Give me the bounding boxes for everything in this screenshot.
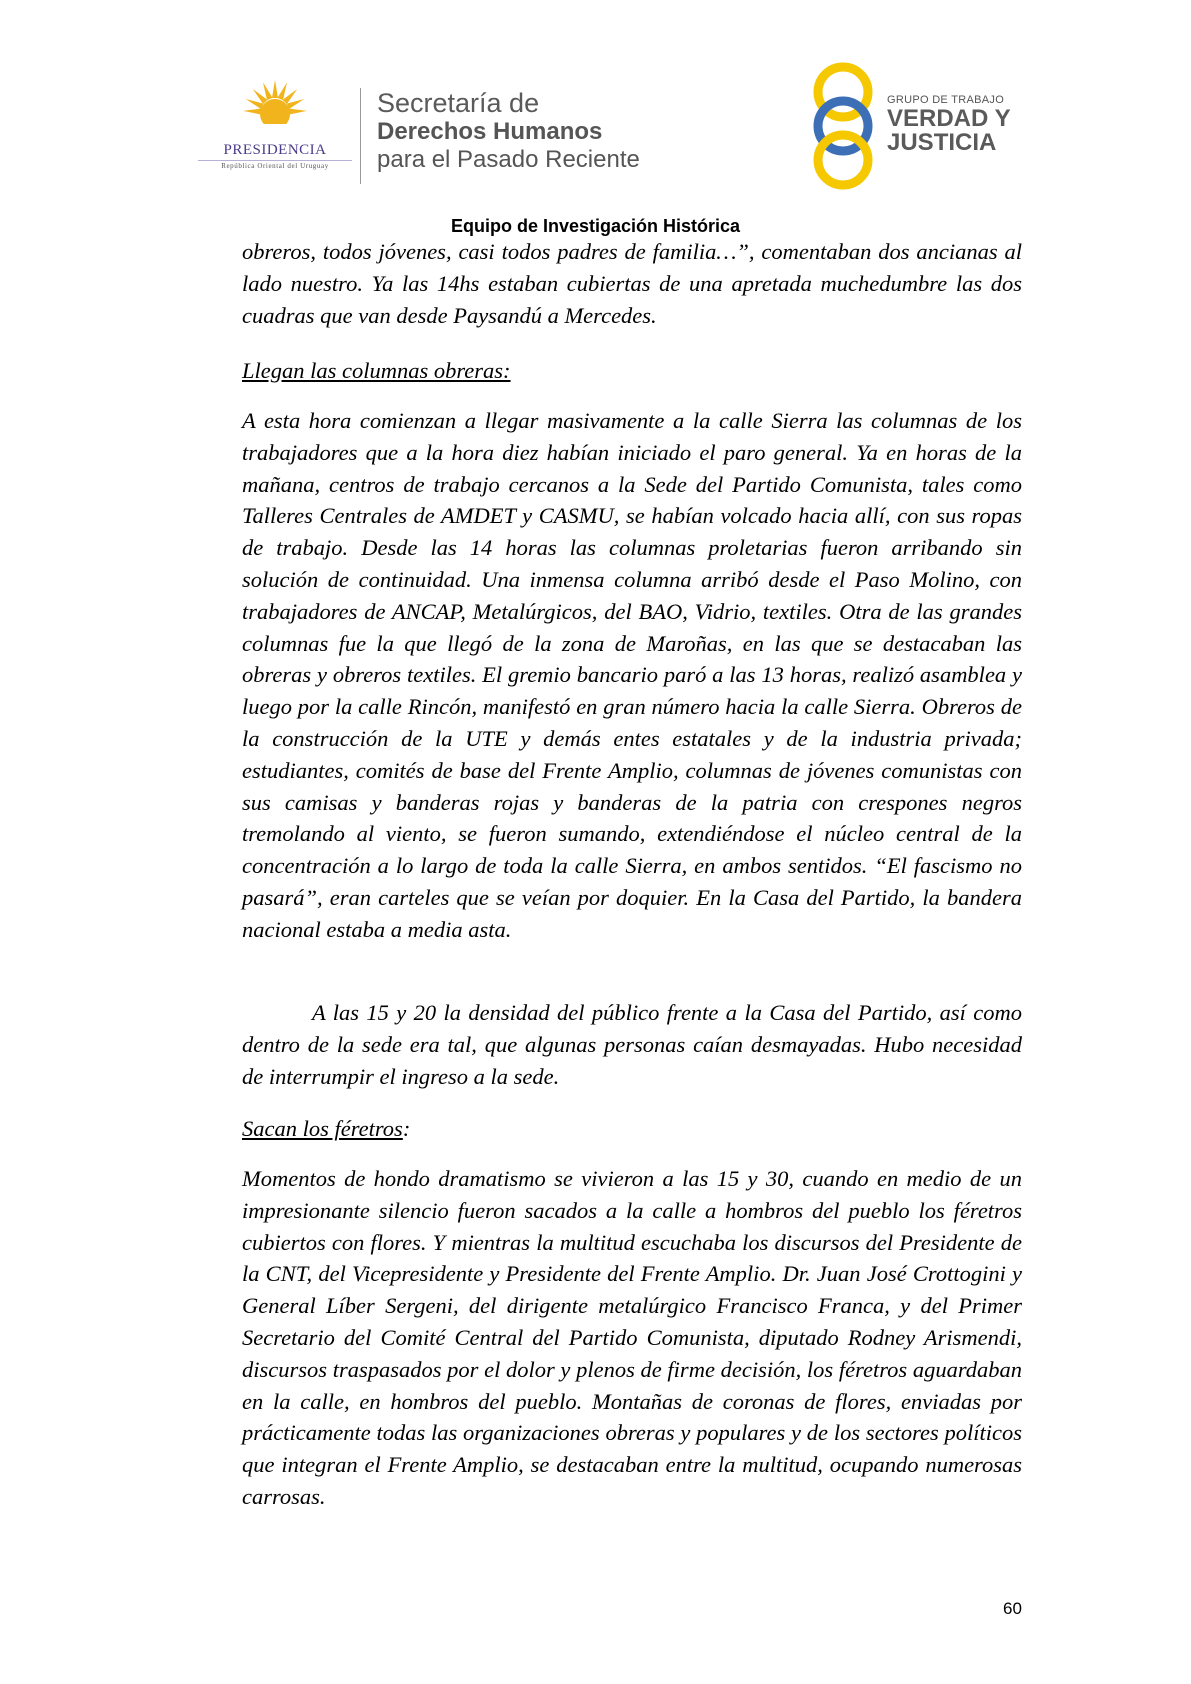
section-heading-2 (242, 1113, 1022, 1145)
grupo-label: GRUPO DE TRABAJO (887, 94, 1005, 106)
presidencia-logo (196, 78, 354, 188)
paragraph-1-text: obreros, todos jóvenes, casi todos padres de familia…”, comentaban dos ancianas al lado nuestro. Ya las 14hs estaban cubiertas de una apretada muchedumbre las dos cuadras que van desde Paysandú a Mercedes. (242, 239, 1022, 328)
presidencia-rule (198, 160, 352, 161)
sun-emblem-icon (236, 78, 314, 140)
section-heading-1 (242, 355, 1022, 387)
linked-rings-icon (805, 62, 881, 190)
paragraph-4-text: Momentos de hondo dramatismo se vivieron a las 15 y 30, cuando en medio de un impresionante silencio fueron sacados a la calle a hombros del pueblo los féretros cubiertos con flores. Y mientras la multitud escuchaba los discursos del Presidente de la CNT, del Vicepresidente y Presidente del Frente Amplio. Dr. Juan José Crottogini y General Líber Sergeni, del dirigente metalúrgico Francisco Franca, y del Primer Secretario del Comité Central del Partido Comunista, diputado Rodney Arismendi, discursos traspasados por el dolor y plenos de firme decisión, los féretros aguardaban en la calle, en hombros del pueblo. Montañas de coronas de flores, enviadas por prácticamente todas las organizaciones obreras y populares y de los sectores políticos que integran el Frente Amplio, se destacaban entre la multitud, ocupando numerosas carrosas. (242, 1166, 1022, 1509)
grupo-title-line-2: JUSTICIA (887, 129, 997, 156)
paragraph-4 (242, 1163, 1022, 1513)
secretaria-title (377, 88, 640, 174)
heading-sacan: Sacan los féretros (242, 1116, 403, 1141)
verdad-justicia-logo (805, 62, 1015, 190)
header-divider (360, 88, 361, 184)
heading-llegan: Llegan las columnas obreras: (242, 358, 511, 383)
paragraph-1 (242, 236, 1022, 331)
presidencia-name: PRESIDENCIA (223, 142, 327, 158)
team-title: Equipo de Investigación Histórica (450, 216, 741, 236)
page-number: 60 (1003, 1599, 1022, 1618)
paragraph-3 (242, 997, 1022, 1092)
paragraph-2-text: A esta hora comienzan a llegar masivamente a la calle Sierra las columnas de los trabajadores que a la hora diez habían iniciado el paro general. Ya en horas de la mañana, centros de trabajo cercanos a la Sede del Partido Comunista, tales como Talleres Centrales de AMDET y CASMU, se habían volcado hacia allí, con sus ropas de trabajo. Desde las 14 horas las columnas proletarias fueron arribando sin solución de continuidad. Una inmensa columna arribó desde el Paso Molino, con trabajadores de ANCAP, Metalúrgicos, del BAO, Vidrio, textiles. Otra de las grandes columnas fue la que llegó de la zona de Maroñas, en las que se destacaban las obreras y obreros textiles. El gremio bancario paró a las 13 horas, realizó asamblea y luego por la calle Rincón, manifestó en gran número hacia la calle Sierra. Obreros de la construcción de la UTE y demás entes estatales y de la industria privada; estudiantes, comités de base del Frente Amplio, columnas de jóvenes comunistas con sus camisas y banderas rojas y banderas de la patria con crespones negros tremolando al viento, se fueron sumando, extendiéndose el núcleo central de la concentración a lo largo de toda la calle Sierra, en ambos sentidos. “El fascismo no pasará”, eran carteles que se veían por doquier. En la Casa del Partido, la bandera nacional estaba a media asta. (242, 408, 1022, 942)
presidencia-subtitle: República Oriental del Uruguay (221, 162, 329, 170)
paragraph-2 (242, 405, 1022, 946)
secretaria-line-1: Secretaría de (377, 88, 540, 118)
heading-sacan-colon: : (402, 1116, 411, 1141)
secretaria-line-2: Derechos Humanos (377, 118, 603, 145)
paragraph-3-text: A las 15 y 20 la densidad del público frente a la Casa del Partido, así como dentro de la sede era tal, que algunas personas caían desmayadas. Hubo necesidad de interrumpir el ingreso a la sede. (242, 1000, 1022, 1089)
grupo-title-line-1: VERDAD Y (887, 105, 1011, 132)
secretaria-line-3: para el Pasado Reciente (377, 146, 640, 173)
